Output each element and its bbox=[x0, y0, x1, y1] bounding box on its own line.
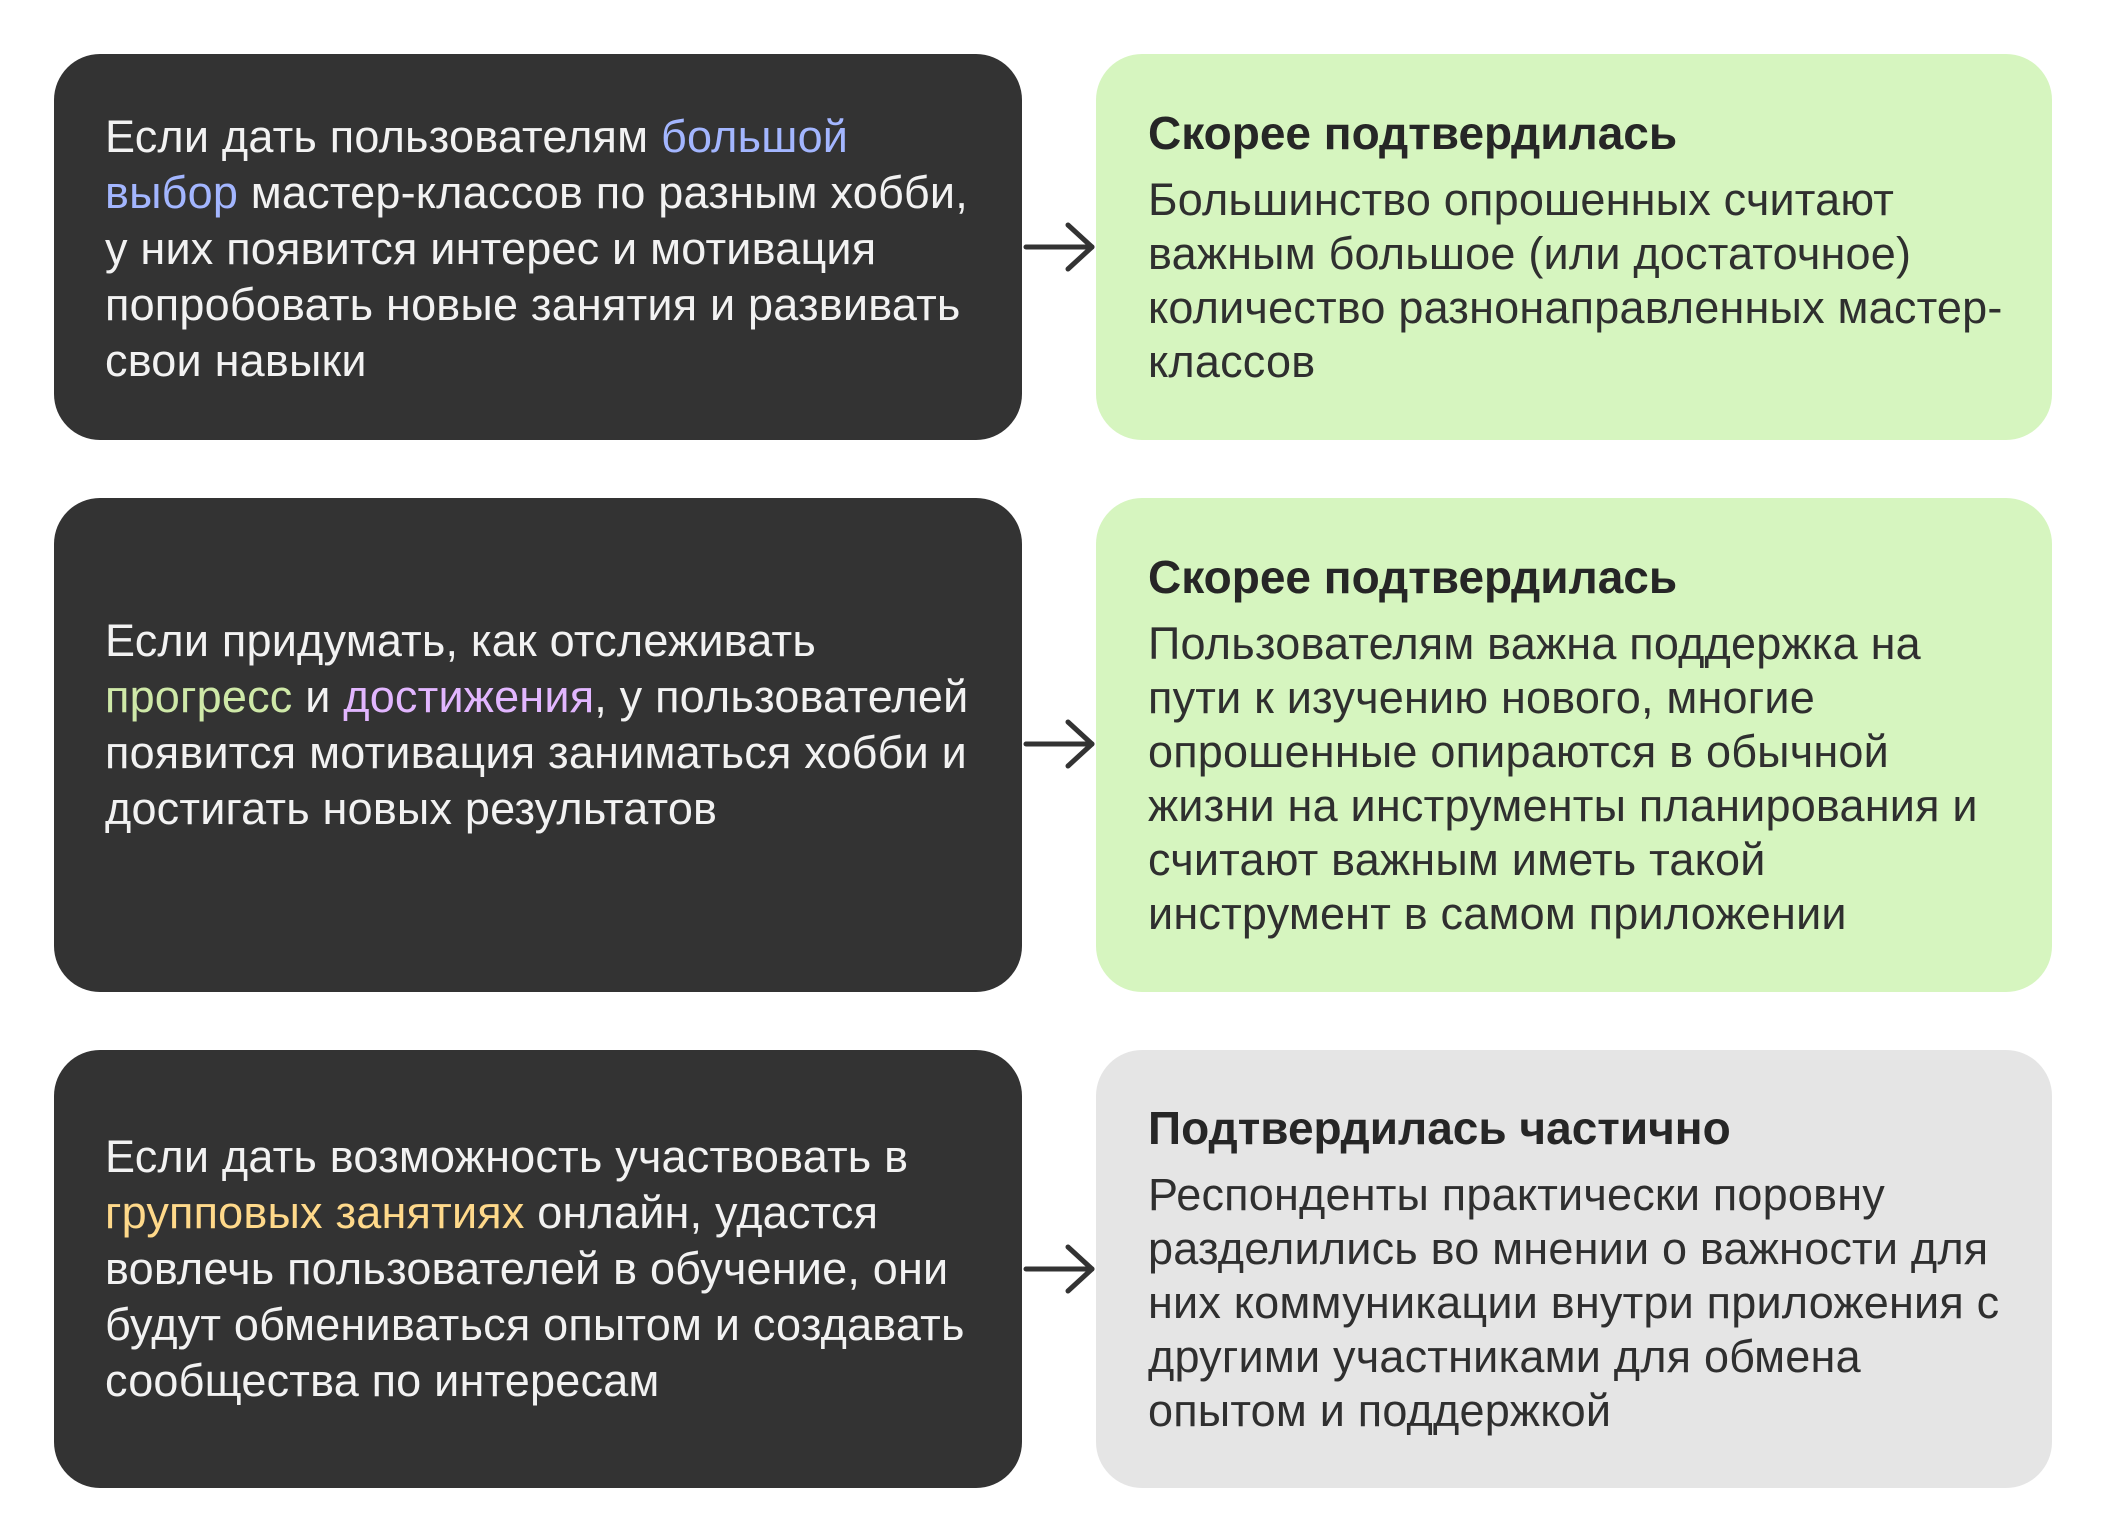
hypothesis-row-2 bbox=[54, 498, 2052, 992]
result-card-1 bbox=[1096, 54, 2052, 440]
hypothesis-text-part: , у пользователей появится мотивация заниматься хобби и достигать новых результатов bbox=[105, 671, 969, 834]
result-card-3 bbox=[1096, 1050, 2052, 1488]
hypothesis-text-part: Если дать возможность участвовать в bbox=[105, 1131, 909, 1182]
hypothesis-row-3 bbox=[54, 1050, 2052, 1488]
hypothesis-highlight: большой выбор bbox=[105, 111, 849, 218]
hypothesis-highlight: прогресс bbox=[105, 671, 293, 722]
arrow-right-icon bbox=[1022, 217, 1096, 277]
hypothesis-row-1 bbox=[54, 54, 2052, 440]
result-card-2 bbox=[1096, 498, 2052, 992]
hypothesis-card-2 bbox=[54, 498, 1022, 992]
result-text-3: Респонденты практически поровну разделились во мнении о важности для них коммуникации внутри приложения с другими участниками для обмена опытом и поддержкой bbox=[1148, 1169, 2000, 1436]
hypothesis-text-part: Если придумать, как отслеживать bbox=[105, 615, 816, 666]
result-status-3: Подтвердилась частично bbox=[1148, 1102, 1731, 1154]
hypothesis-text-part: Если дать пользователям bbox=[105, 111, 661, 162]
hypothesis-highlight: достижения bbox=[343, 671, 595, 722]
hypothesis-highlight: групповых занятиях bbox=[105, 1187, 525, 1238]
hypothesis-text-part: и bbox=[292, 671, 344, 722]
hypothesis-text-3 bbox=[105, 1129, 982, 1409]
result-status-2: Скорее подтвердилась bbox=[1148, 551, 1678, 603]
result-status-1: Скорее подтвердилась bbox=[1148, 107, 1678, 159]
hypothesis-text-part: онлайн, удастся вовлечь пользователей в обучение, они будут обмениваться опытом и создавать сообщества по интересам bbox=[105, 1187, 965, 1406]
hypothesis-text-2 bbox=[105, 613, 982, 837]
hypothesis-text-1 bbox=[105, 109, 982, 389]
result-text-1: Большинство опрошенных считают важным большое (или достаточное) количество разнонаправленных мастер-классов bbox=[1148, 174, 2003, 387]
result-text-2: Пользователям важна поддержка на пути к изучению нового, многие опрошенные опираются в обычной жизни на инструменты планирования и считают важным иметь такой инструмент в самом приложении bbox=[1148, 618, 1978, 939]
hypothesis-text-part: мастер-классов по разным хобби, у них появится интерес и мотивация попробовать новые занятия и развивать свои навыки bbox=[105, 167, 968, 386]
arrow-right-icon bbox=[1022, 714, 1096, 774]
arrow-right-icon bbox=[1022, 1239, 1096, 1299]
hypothesis-card-3 bbox=[54, 1050, 1022, 1488]
hypothesis-card-1 bbox=[54, 54, 1022, 440]
